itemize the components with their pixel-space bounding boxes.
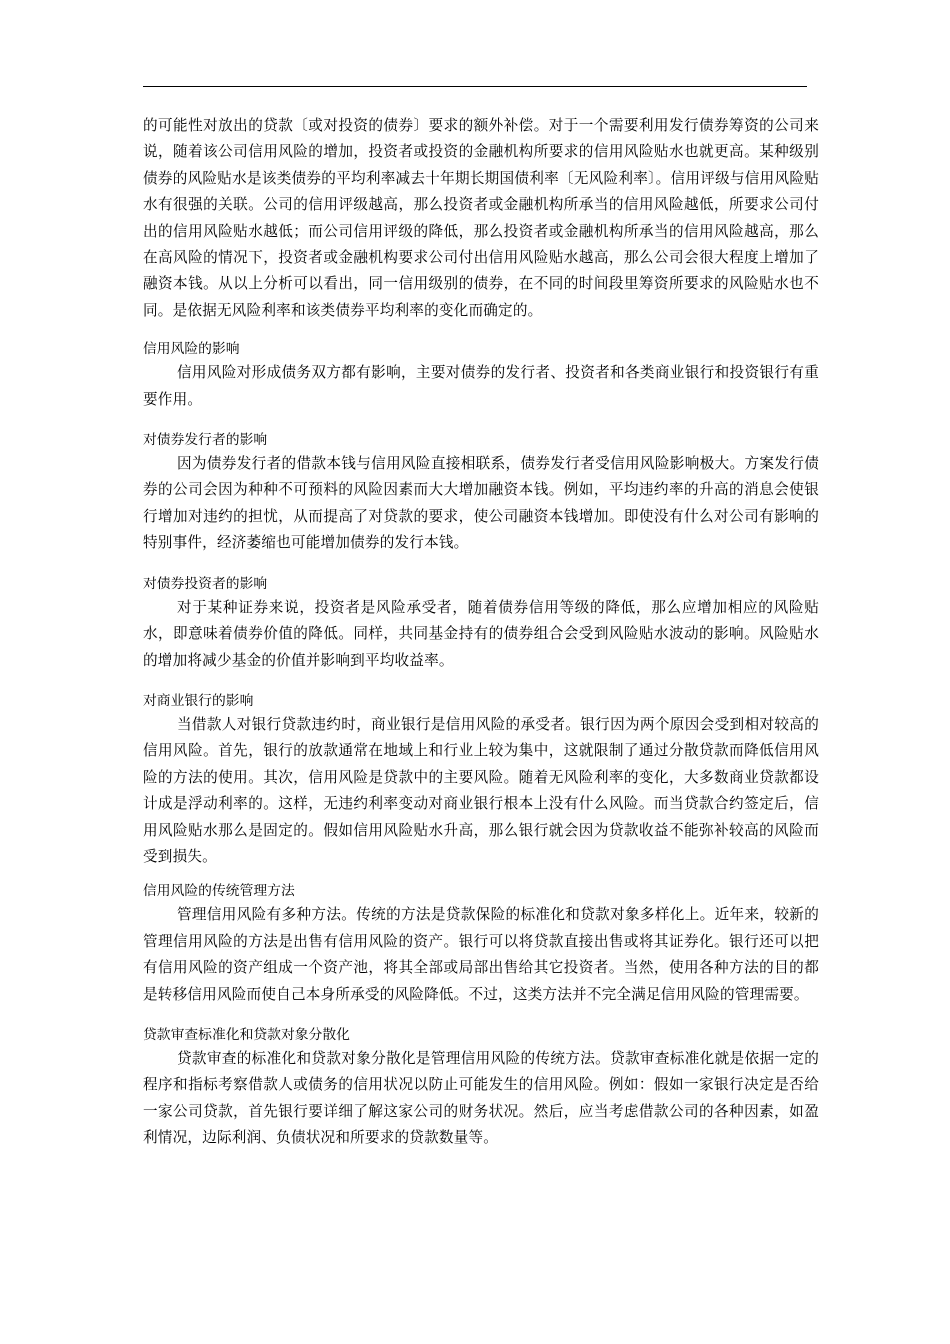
section-heading-traditional-management: 信用风险的传统管理方法 [143,883,295,900]
section-heading-commercial-bank-impact: 对商业银行的影响 [143,692,254,709]
section-body-bond-investor-impact: 对于某种证券来说，投资者是风险承受者，随着债券信用等级的降低，那么应增加相应的风险贴水，即意味着债券价值的降低。同样，共同基金持有的债券组合会受到风险贴水波动的影响。风险贴水的增加将减少基金的价值并影响到平均收益率。 [143,598,819,669]
section-body-bond-issuer-impact: 因为债券发行者的借款本钱与信用风险直接相联系，债券发行者受信用风险影响极大。方案发行债券的公司会因为种种不可预料的风险因素而大大增加融资本钱。例如，平均违约率的升高的消息会使银行增加对违约的担忧，从而提高了对贷款的要求，使公司融资本钱增加。即使没有什么对公司有影响的特别事件，经济萎缩也可能增加债券的发行本钱。 [143,455,819,552]
section-body-loan-standardization: 贷款审查的标准化和贷款对象分散化是管理信用风险的传统方法。贷款审查标准化就是依据一定的程序和指标考察借款人或债务的信用状况以防止可能发生的信用风险。例如：假如一家银行决定是否给一家公司贷款，首先银行要详细了解这家公司的财务状况。然后，应当考虑借款公司的各种因素，如盈利情况，边际利润、负债状况和所要求的贷款数量等。 [143,1049,819,1147]
intro-paragraph: 的可能性对放出的贷款〔或对投资的债券〕要求的额外补偿。对于一个需要利用发行债券筹资的公司来说，随着该公司信用风险的增加，投资者或投资的金融机构所要求的信用风险贴水也就更高。某种级别债券的风险贴水是该类债券的平均利率减去十年期长期国债利率〔无风险利率〕。信用评级与信用风险贴水有很强的关联。公司的信用评级越高，那么投资者或金融机构所承当的信用风险越低，所要求公司付出的信用风险贴水越低；而公司信用评级的降低，那么投资者或金融机构所承当的信用风险越高，那么在高风险的情况下，投资者或金融机构要求公司付出信用风险贴水越高，那么公司会很大程度上增加了融资本钱。从以上分析可以看出，同一信用级别的债券，在不同的时间段里筹资所要求的风险贴水也不同。是依据无风险利率和该类债券平均利率的变化而确定的。 [143,117,819,319]
header-rule [143,86,807,87]
section-heading-bond-investor-impact: 对债券投资者的影响 [143,575,268,592]
section-heading-loan-standardization: 贷款审查标准化和贷款对象分散化 [143,1026,350,1043]
section-body-traditional-management: 管理信用风险有多种方法。传统的方法是贷款保险的标准化和贷款对象多样化上。近年来，较新的管理信用风险的方法是出售有信用风险的资产。银行可以将贷款直接出售或将其证券化。银行还可以把有信用风险的资产组成一个资产池，将其全部或局部出售给其它投资者。当然，使用各种方法的目的都是转移信用风险而使自己本身所承受的风险降低。不过，这类方法并不完全满足信用风险的管理需要。 [143,906,819,1003]
section-heading-bond-issuer-impact: 对债券发行者的影响 [143,432,268,449]
document-body [143,113,819,1152]
section-heading-credit-risk-impact: 信用风险的影响 [143,341,240,358]
section-body-credit-risk-impact: 信用风险对形成债务双方都有影响，主要对债券的发行者、投资者和各类商业银行和投资银行有重要作用。 [143,364,819,408]
section-body-commercial-bank-impact: 当借款人对银行贷款违约时，商业银行是信用风险的承受者。银行因为两个原因会受到相对较高的信用风险。首先，银行的放款通常在地域上和行业上较为集中，这就限制了通过分散贷款而降低信用风险的方法的使用。其次，信用风险是贷款中的主要风险。随着无风险利率的变化，大多数商业贷款都设计成是浮动利率的。这样，无违约利率变动对商业银行根本上没有什么风险。而当贷款合约签定后，信用风险贴水那么是固定的。假如信用风险贴水升高，那么银行就会因为贷款收益不能弥补较高的风险而受到损失。 [143,715,819,865]
